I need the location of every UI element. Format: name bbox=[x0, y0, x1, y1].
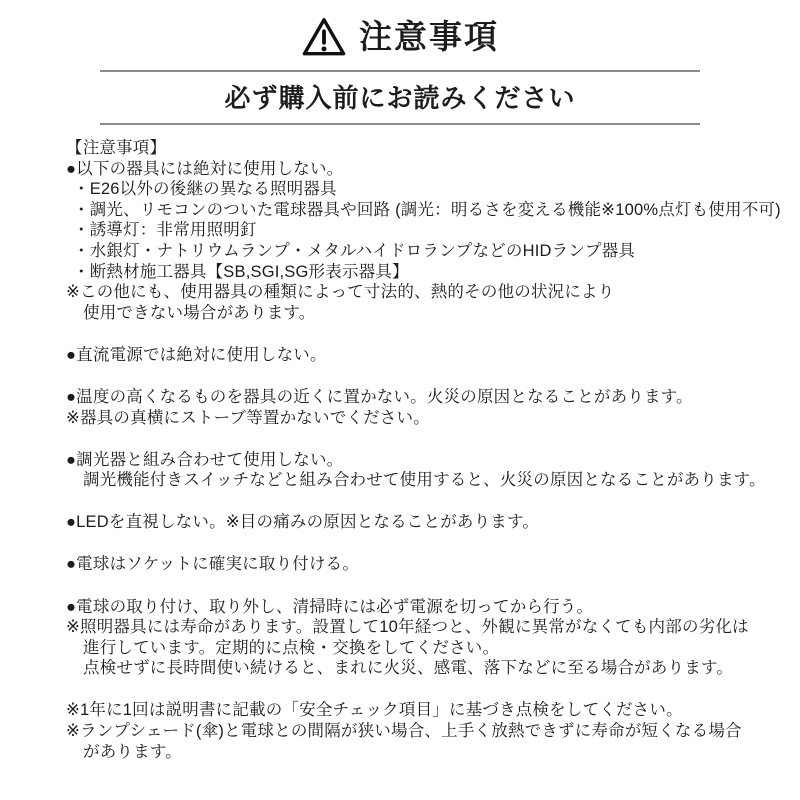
notice-section bbox=[66, 597, 788, 679]
warning-triangle-icon bbox=[301, 16, 347, 58]
page-title: 注意事項 bbox=[359, 18, 499, 55]
notice-line: ・水銀灯・ナトリウムランプ・メタルハイドロランプなどのHIDランプ器具 bbox=[73, 241, 636, 260]
notice-section bbox=[66, 138, 788, 323]
notice-section bbox=[66, 554, 788, 575]
notice-line: があります。 bbox=[83, 742, 182, 761]
notice-line: ※ランプシェード(傘)と電球との間隔が狭い場合、上手く放熱できずに寿命が短くなる場合 bbox=[66, 721, 742, 740]
notice-body bbox=[0, 125, 800, 762]
page-title-row bbox=[0, 14, 800, 60]
notice-line: ・調光、リモコンのついた電球器具や回路 (調光：明るさを変える機能※100%点灯も使用不可) bbox=[73, 200, 781, 219]
header bbox=[0, 0, 800, 125]
notice-line: ●調光器と組み合わせて使用しない。 bbox=[66, 450, 344, 469]
notice-line: ●直流電源では絶対に使用しない。 bbox=[66, 345, 327, 364]
notice-line: ●以下の器具には絶対に使用しない。 bbox=[66, 159, 344, 178]
notice-line: ・断熱材施工器具【SB,SGI,SG形表示器具】 bbox=[73, 262, 409, 281]
notice-line: ※器具の真横にストーブ等置かないでください。 bbox=[66, 408, 430, 427]
notice-line: ※この他にも、使用器具の種類によって寸法的、熱的その他の状況により bbox=[66, 283, 615, 302]
notice-line: 進行しています。定期的に点検・交換をしてください。 bbox=[83, 638, 500, 657]
notice-line: ※1年に1回は説明書に記載の「安全チェック項目」に基づき点検をしてください。 bbox=[66, 701, 683, 720]
notice-line: ●電球の取り付け、取り外し、清掃時には必ず電源を切ってから行う。 bbox=[66, 597, 594, 616]
notice-section bbox=[66, 450, 788, 491]
notice-line: 使用できない場合があります。 bbox=[83, 303, 316, 322]
notice-line: 点検せずに長時間使い続けると、まれに火災、感電、落下などに至る場合があります。 bbox=[83, 659, 733, 678]
notice-line: ●温度の高くなるものを器具の近くに置かない。火災の原因となることがあります。 bbox=[66, 387, 693, 406]
page-subtitle: 必ず購入前にお読みください bbox=[224, 83, 576, 113]
notice-line: 【注意事項】 bbox=[66, 139, 167, 157]
notice-line: ●LEDを直視しない。※目の痛みの原因となることがあります。 bbox=[66, 513, 540, 532]
divider-top bbox=[100, 70, 700, 72]
notice-line: ・誘導灯：非常用照明釘 bbox=[73, 221, 257, 240]
notice-section bbox=[66, 700, 788, 762]
notice-line: ・E26以外の後継の異なる照明器具 bbox=[73, 180, 337, 199]
notice-line: 調光機能付きスイッチなどと組み合わせて使用すると、火災の原因となることがあります。 bbox=[83, 471, 766, 490]
notice-line: ※照明器具には寿命があります。設置して10年経つと、外観に異常がなくても内部の劣化は bbox=[66, 618, 749, 637]
notice-section bbox=[66, 512, 788, 533]
notice-section bbox=[66, 345, 788, 366]
notice-line: ●電球はソケットに確実に取り付ける。 bbox=[66, 555, 360, 574]
notice-section bbox=[66, 387, 788, 428]
